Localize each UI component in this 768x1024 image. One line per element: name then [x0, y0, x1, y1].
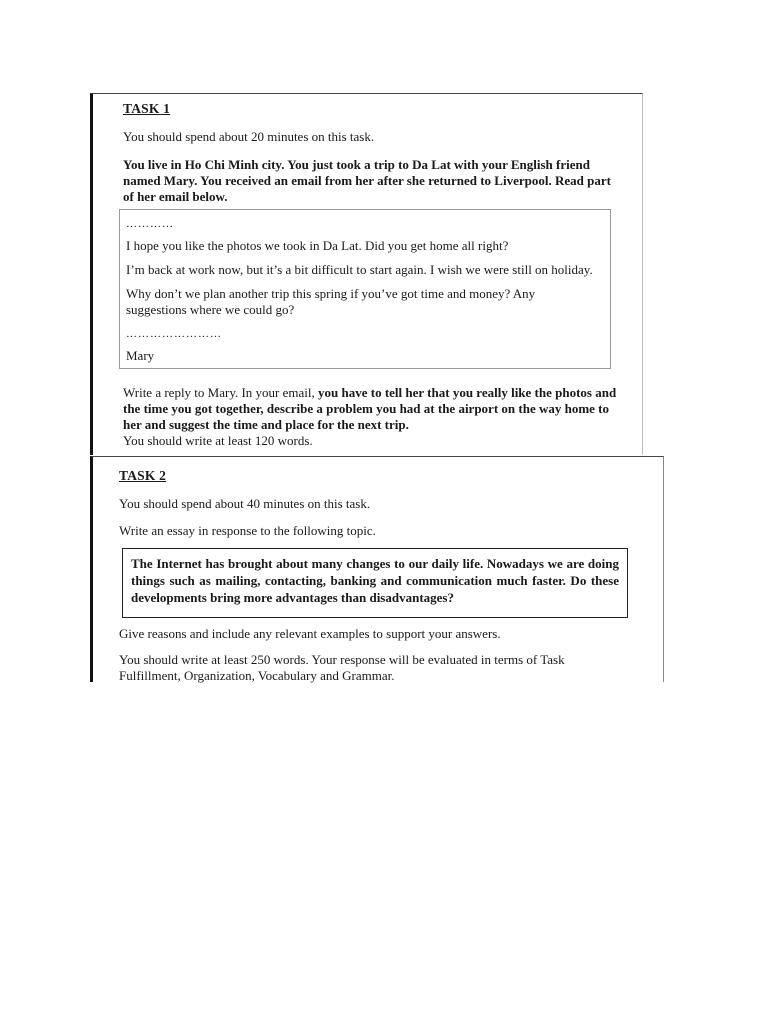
task2-direction: Write an essay in response to the following topic. — [119, 523, 376, 538]
task2-time-note: You should spend about 40 minutes on this task. — [119, 496, 371, 511]
task1-instruction — [123, 385, 623, 433]
task1-instruction-plain: Write a reply to Mary. In your email, — [123, 385, 319, 400]
email-line-3: Why don’t we plan another trip this spring if you’ve got time and money? Any suggestions where we could go? — [126, 286, 536, 317]
task1-title: TASK 1 — [123, 101, 171, 116]
task2-requirement: You should write at least 250 words. Your response will be evaluated in terms of Task Fulfillment, Organization, Vocabulary and Grammar. — [119, 652, 565, 683]
email-line-2: I’m back at work now, but it’s a bit difficult to start again. I wish we were still on holiday. — [126, 262, 593, 277]
task1-panel — [90, 93, 643, 455]
task1-instruction-bold: you have to tell her that you really like the photos and the time you got together, describe a problem you had at the airport on the way home to her and suggest the time and place for the next trip. — [123, 385, 617, 432]
email-dots-top: ………… — [126, 218, 174, 230]
email-dots-bottom: …………………… — [126, 328, 222, 340]
task1-intro: You live in Ho Chi Minh city. You just took a trip to Da Lat with your English friend named Mary. You received an email from her after she returned to Liverpool. Read part of her email below. — [123, 157, 611, 204]
task2-panel — [90, 456, 664, 682]
task2-reasons: Give reasons and include any relevant examples to support your answers. — [119, 626, 501, 641]
task1-time-note: You should spend about 20 minutes on this task. — [123, 129, 375, 144]
essay-topic-box: The Internet has brought about many changes to our daily life. Nowadays we are doing things such as mailing, contacting, banking and communication much faster. Do these developments bring more advantages than disadvantages? — [122, 548, 628, 618]
task1-word-count: You should write at least 120 words. — [123, 433, 313, 448]
email-line-1: I hope you like the photos we took in Da Lat. Did you get home all right? — [126, 238, 509, 253]
email-signature: Mary — [126, 348, 155, 363]
task2-title: TASK 2 — [119, 468, 167, 483]
email-excerpt-box — [119, 209, 611, 369]
